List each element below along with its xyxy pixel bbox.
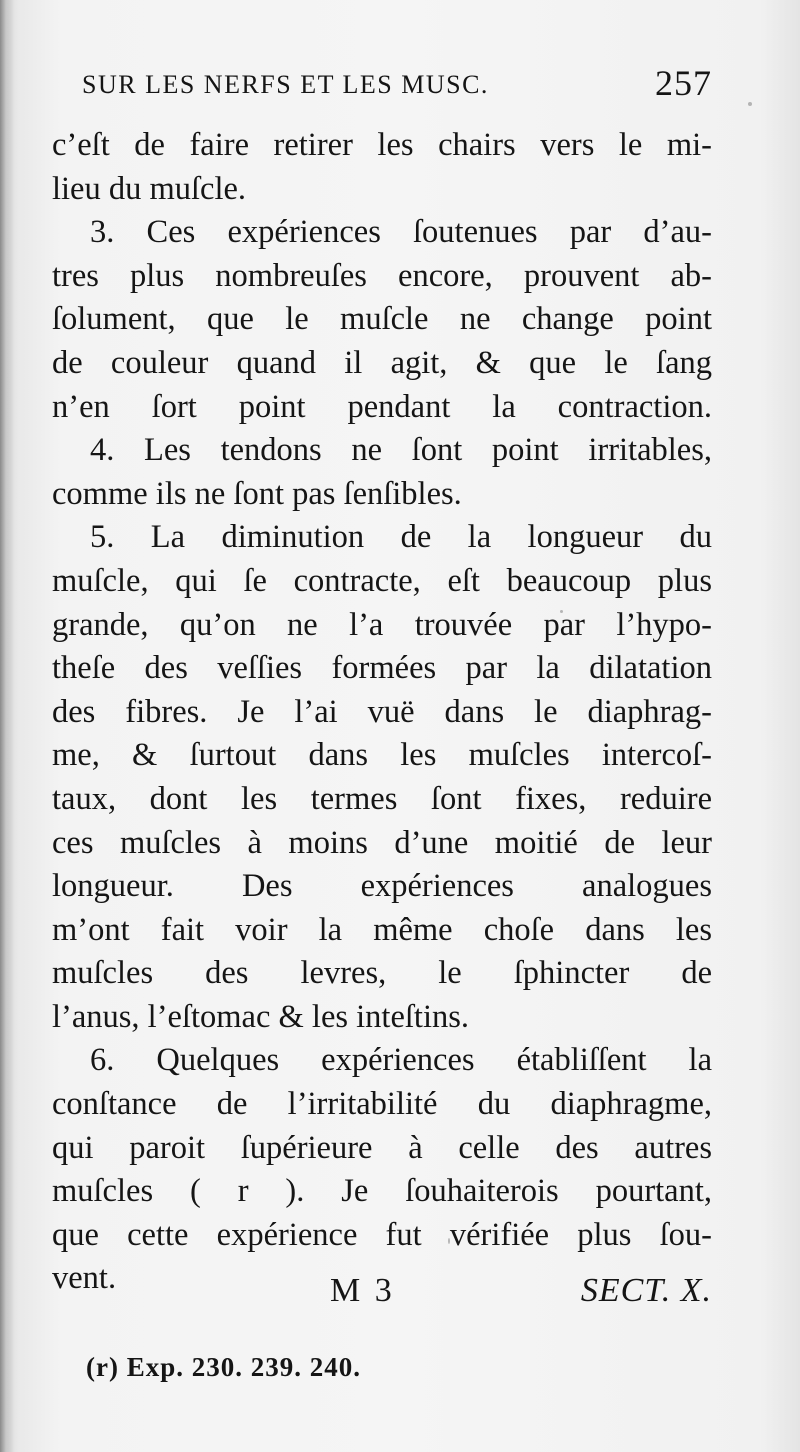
text-line: theſe des veſſies formées par la dilatation bbox=[52, 650, 712, 687]
text-line: grande, qu’on ne l’a trouvée par l’hypo- bbox=[52, 606, 712, 643]
footnote: (r) Exp. 230. 239. 240. bbox=[86, 1352, 361, 1382]
text-line: tres plus nombreuſes encore, prouvent ab- bbox=[52, 257, 712, 294]
body-text bbox=[52, 124, 712, 1301]
paper-speck bbox=[560, 610, 563, 613]
signature-mark: M 3 bbox=[330, 1272, 395, 1309]
text-line: 4. Les tendons ne ſont point irritables, bbox=[90, 432, 712, 469]
text-line: n’en ſort point pendant la contraction. bbox=[52, 388, 712, 425]
text-line: que cette expérience fut vérifiée plus ſou- bbox=[52, 1216, 712, 1253]
paper-speck bbox=[448, 1238, 450, 1244]
page-footer bbox=[52, 1272, 712, 1322]
text-line: l’anus, l’eſtomac & les inteſtins. bbox=[52, 998, 469, 1035]
text-line: muſcle, qui ſe contracte, eſt beaucoup plus bbox=[52, 562, 712, 599]
text-line: lieu du muſcle. bbox=[52, 170, 247, 207]
paper-speck bbox=[748, 102, 752, 106]
text-line: qui paroit ſupérieure à celle des autres bbox=[52, 1129, 712, 1166]
text-line: de couleur quand il agit, & que le ſang bbox=[52, 344, 712, 381]
text-line: 5. La diminution de la longueur du bbox=[90, 519, 712, 556]
text-line: des fibres. Je l’ai vuë dans le diaphrag- bbox=[52, 693, 712, 730]
text-line: ces muſcles à moins d’une moitié de leur bbox=[52, 824, 712, 861]
text-line: 6. Quelques expériences établiſſent la bbox=[90, 1042, 712, 1079]
text-line: vent. bbox=[52, 1260, 117, 1297]
running-head: SUR LES NERFS ET LES MUSC. bbox=[82, 70, 489, 99]
text-line: me, & ſurtout dans les muſcles intercoſ- bbox=[52, 737, 712, 774]
page-header bbox=[82, 62, 712, 112]
text-line: conſtance de l’irritabilité du diaphragme, bbox=[52, 1086, 712, 1123]
text-line: muſcles des levres, le ſphincter de bbox=[52, 955, 712, 992]
text-line: m’ont fait voir la même choſe dans les bbox=[52, 911, 712, 948]
text-line: 3. Ces expériences ſoutenues par d’au- bbox=[90, 214, 712, 251]
text-line: ſolument, que le muſcle ne change point bbox=[52, 301, 712, 338]
text-line: longueur. Des expériences analogues bbox=[52, 868, 712, 905]
page-number: 257 bbox=[655, 63, 712, 103]
text-line: muſcles ( r ). Je ſouhaiterois pourtant, bbox=[52, 1173, 712, 1210]
text-line: c’eſt de faire retirer les chairs vers le mi- bbox=[52, 127, 712, 163]
catchword: SECT. X. bbox=[580, 1272, 712, 1309]
page-gutter-shadow bbox=[0, 0, 14, 1452]
text-line: taux, dont les termes ſont fixes, reduire bbox=[52, 780, 712, 817]
text-line: comme ils ne ſont pas ſenſibles. bbox=[52, 475, 462, 512]
